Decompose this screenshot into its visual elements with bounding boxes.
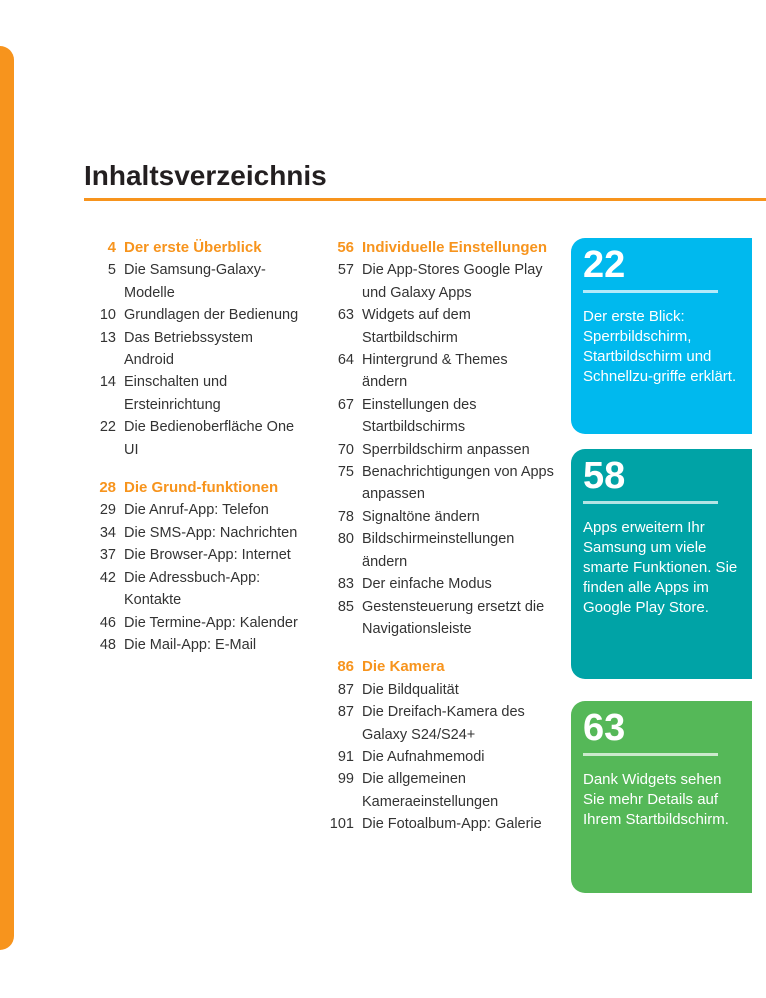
toc-entry[interactable]	[84, 544, 304, 566]
toc-entry[interactable]	[322, 349, 554, 394]
page-number: 86	[337, 658, 354, 676]
toc-entry[interactable]	[322, 461, 554, 506]
toc-entry[interactable]	[84, 304, 304, 326]
page-number: 13	[99, 329, 116, 346]
page-number: 5	[107, 262, 116, 279]
box-divider	[583, 290, 718, 293]
entry-title: Bildschirmeinstellungen ändern	[362, 531, 515, 570]
page-number: 67	[337, 396, 354, 413]
entry-title: Signaltöne ändern	[362, 508, 480, 525]
page-number: 14	[99, 374, 116, 391]
toc-section[interactable]	[84, 477, 304, 499]
page-number: 57	[337, 262, 354, 279]
page-number: 85	[337, 598, 354, 615]
title-rule	[84, 198, 766, 201]
page-number: 91	[337, 748, 354, 765]
toc-section[interactable]	[322, 656, 554, 678]
section-title: Die Grund-funktionen	[124, 479, 279, 497]
entry-title: Die Adressbuch-App: Kontakte	[124, 569, 261, 609]
page-number: 75	[337, 464, 354, 481]
entry-title: Hintergrund & Themes ändern	[362, 352, 508, 391]
page-number: 48	[99, 636, 116, 653]
page-number: 56	[337, 239, 354, 256]
highlight-box-22[interactable]	[571, 238, 752, 434]
box-divider	[583, 501, 718, 504]
toc-entry[interactable]	[84, 522, 304, 544]
entry-title: Sperrbildschirm anpassen	[362, 441, 530, 458]
toc-entry[interactable]	[84, 634, 304, 656]
page-number: 87	[337, 681, 354, 698]
toc-section[interactable]	[322, 237, 554, 259]
box-description: Dank Widgets sehen Sie mehr Details auf Ihrem Startbildschirm.	[583, 771, 729, 828]
toc-entry[interactable]	[322, 304, 554, 349]
toc-entry[interactable]	[84, 259, 304, 304]
entry-title: Einstellungen des Startbildschirms	[362, 396, 477, 436]
page-number: 34	[99, 524, 116, 541]
page-number: 83	[337, 576, 354, 593]
highlight-box-63[interactable]	[571, 701, 752, 893]
highlight-box-58[interactable]	[571, 449, 752, 679]
orange-side-tab	[0, 46, 14, 950]
entry-title: Die Anruf-App: Telefon	[124, 502, 269, 519]
box-page-number: 58	[583, 455, 626, 497]
toc-entry[interactable]	[84, 327, 304, 372]
box-description: Apps erweitern Ihr Samsung um viele smarte Funktionen. Sie finden alle Apps im Google Play Store.	[583, 519, 738, 616]
page-number: 78	[337, 508, 354, 525]
page-number: 70	[337, 441, 354, 458]
entry-title: Der einfache Modus	[362, 576, 492, 593]
toc-entry[interactable]	[322, 701, 554, 746]
toc-entry[interactable]	[84, 371, 304, 416]
page-number: 64	[337, 352, 354, 369]
section-title: Der erste Überblick	[124, 239, 262, 256]
box-page-number: 22	[583, 244, 626, 286]
page-number: 42	[99, 569, 116, 586]
entry-title: Die Termine-App: Kalender	[124, 614, 298, 631]
toc-column-2	[322, 237, 554, 836]
toc-entry[interactable]	[322, 596, 554, 641]
entry-title: Die Mail-App: E-Mail	[124, 636, 257, 653]
toc-entry[interactable]	[322, 573, 554, 595]
entry-title: Widgets auf dem Startbildschirm	[362, 307, 471, 346]
toc-entry[interactable]	[322, 259, 554, 304]
entry-title: Benachrichtigungen von Apps anpassen	[362, 464, 554, 503]
page-number: 46	[99, 614, 116, 631]
entry-title: Die allgemeinen Kameraeinstellungen	[362, 771, 499, 810]
toc-entry[interactable]	[322, 439, 554, 461]
box-page-number: 63	[583, 707, 626, 749]
entry-title: Die Bedienoberfläche One UI	[124, 419, 295, 458]
entry-title: Einschalten und Ersteinrichtung	[124, 374, 228, 413]
page-number: 80	[337, 531, 354, 548]
entry-title: Die SMS-App: Nachrichten	[124, 524, 298, 541]
toc-entry[interactable]	[322, 506, 554, 528]
page-number: 28	[99, 479, 116, 497]
entry-title: Die Browser-App: Internet	[124, 547, 291, 564]
page-number: 22	[99, 419, 116, 436]
toc-column-1	[84, 237, 304, 656]
toc-entry[interactable]	[84, 567, 304, 612]
page-number: 37	[99, 547, 116, 564]
toc-section[interactable]	[84, 237, 304, 259]
entry-title: Die Aufnahmemodi	[362, 748, 485, 765]
page-number: 99	[337, 771, 354, 788]
page-number: 10	[99, 307, 116, 324]
entry-title: Grundlagen der Bedienung	[124, 307, 299, 324]
toc-entry[interactable]	[322, 746, 554, 768]
toc-entry[interactable]	[322, 528, 554, 573]
entry-title: Die Samsung-Galaxy-Modelle	[124, 262, 266, 301]
page-title: Inhaltsverzeichnis	[84, 160, 327, 191]
toc-entry[interactable]	[84, 416, 304, 461]
toc-entry[interactable]	[322, 813, 554, 835]
toc-entry[interactable]	[84, 499, 304, 521]
page-number: 101	[329, 816, 354, 833]
page-number: 63	[337, 307, 354, 324]
toc-entry[interactable]	[84, 612, 304, 634]
toc-entry[interactable]	[322, 679, 554, 701]
page-number: 29	[99, 502, 116, 519]
page-number: 4	[107, 239, 116, 256]
page-number: 87	[337, 704, 354, 721]
toc-entry[interactable]	[322, 768, 554, 813]
section-title: Individuelle Einstellungen	[362, 239, 548, 256]
box-description: Der erste Blick: Sperrbildschirm, Startbildschirm und Schnellzu-griffe erklärt.	[583, 308, 737, 385]
entry-title: Das Betriebssystem Android	[124, 329, 253, 369]
entry-title: Die Fotoalbum-App: Galerie	[362, 816, 542, 833]
entry-title: Die App-Stores Google Play und Galaxy Apps	[362, 262, 543, 301]
entry-title: Die Bildqualität	[362, 681, 459, 698]
toc-entry[interactable]	[322, 394, 554, 439]
entry-title: Gestensteuerung ersetzt die Navigationsleiste	[362, 598, 545, 637]
box-divider	[583, 753, 718, 756]
entry-title: Die Dreifach-Kamera des Galaxy S24/S24+	[362, 704, 525, 743]
section-title: Die Kamera	[362, 658, 445, 676]
